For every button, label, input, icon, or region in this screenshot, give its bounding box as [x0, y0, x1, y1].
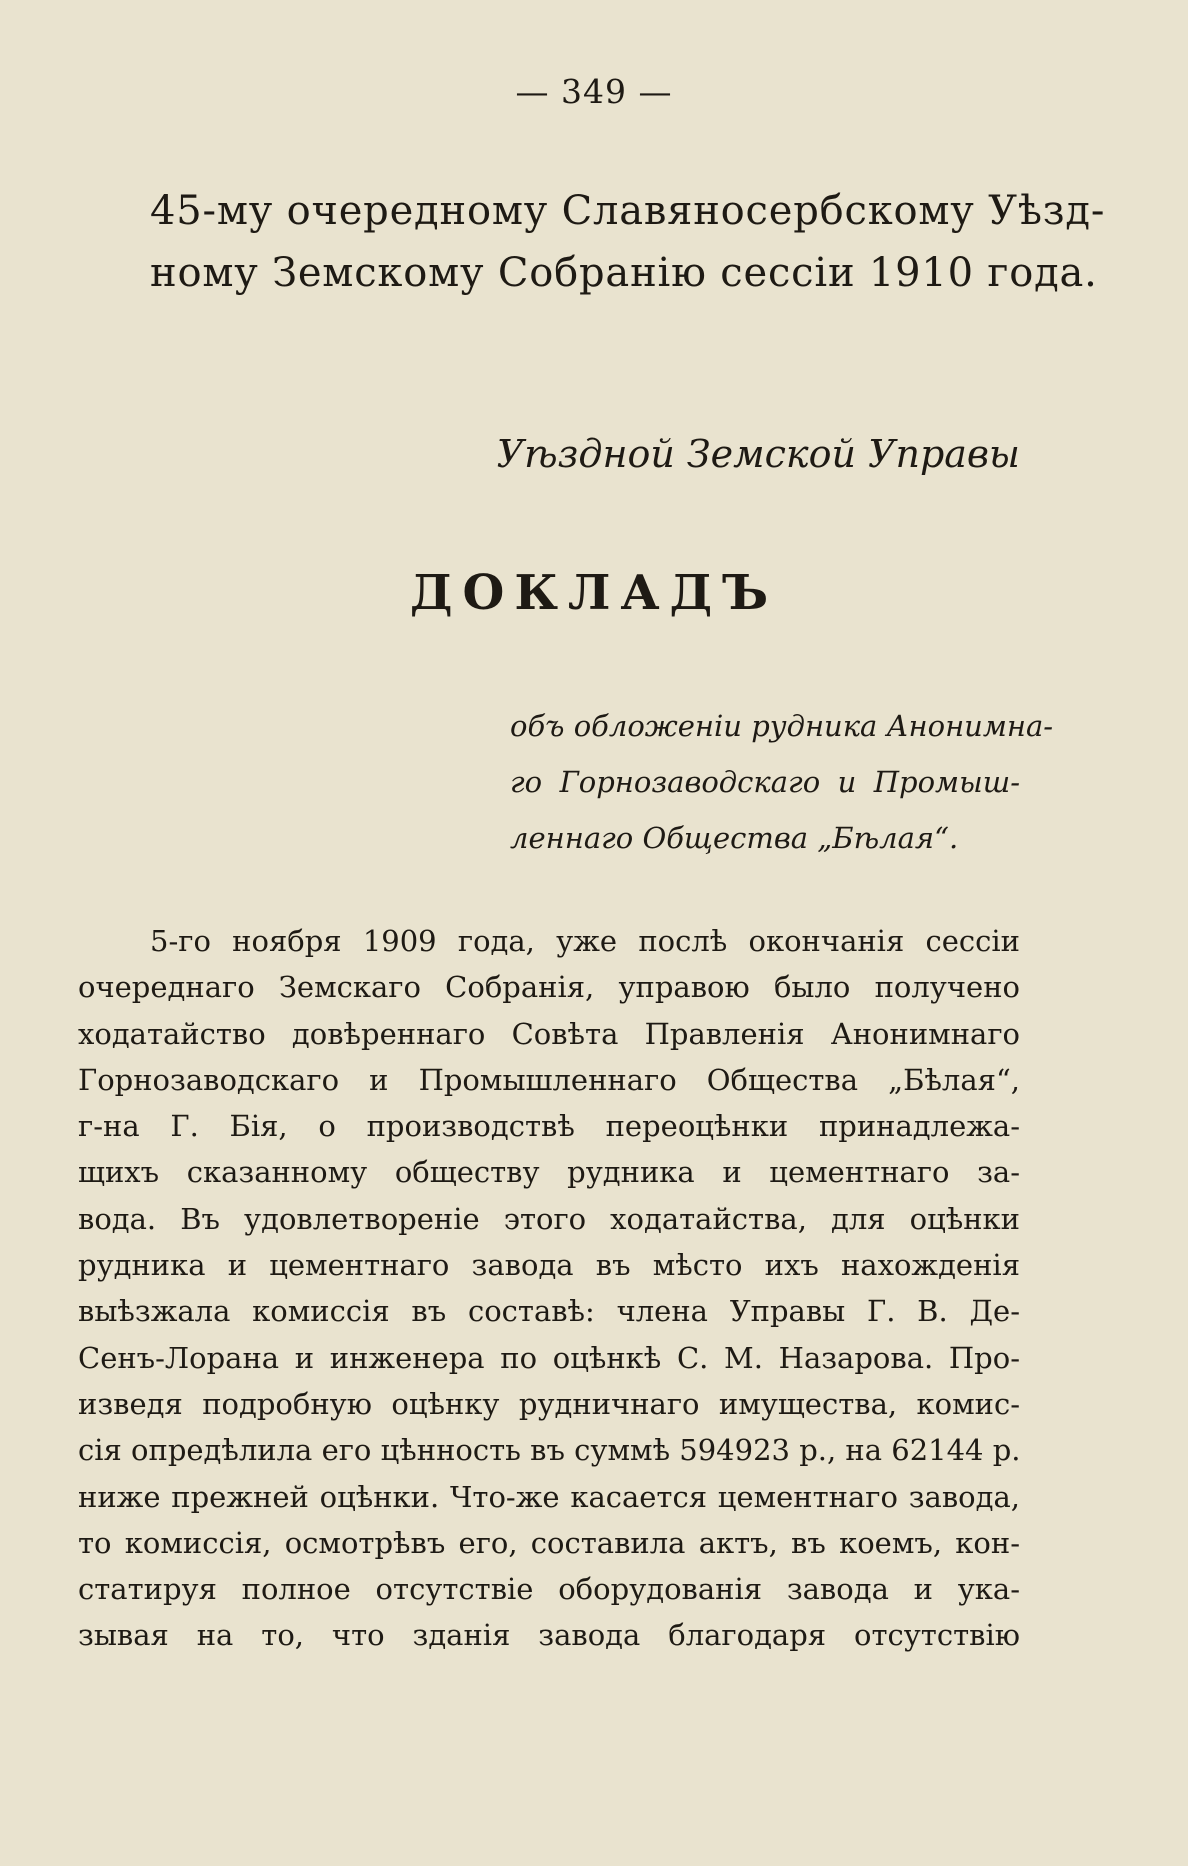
body-line: Сенъ-Лорана и инженера по оцѣнкѣ С. М. Назарова. Про-: [78, 1340, 1020, 1375]
body-line: изведя подробную оцѣнку рудничнаго имущества, комис-: [78, 1386, 1020, 1421]
body-line: Горнозаводскаго и Промышленнаго Общества „Бѣлая“,: [78, 1062, 1020, 1097]
body-line: г-на Г. Бія, о производствѣ переоцѣнки принадлежа-: [78, 1109, 1020, 1144]
body-line: очереднаго Земскаго Собранія, управою было получено: [78, 970, 1020, 1005]
subject-block: [510, 698, 1054, 866]
subject-line: объ обложеніи рудника Анонимна-: [510, 709, 1054, 743]
body-line: статируя полное отсутствіе оборудованія завода и ука-: [78, 1572, 1020, 1607]
document-title: ДОКЛАДЪ: [409, 565, 779, 621]
body-line: 5-го ноября 1909 года, уже послѣ окончанія сессіи: [150, 924, 1020, 958]
heading-line: 45-му очередному Славяносербскому Уѣзд-: [150, 188, 1106, 234]
document-heading: [150, 180, 1106, 304]
subject-line: го Горнозаводскаго и Промыш-: [510, 765, 1020, 799]
body-line: рудника и цементнаго завода въ мѣсто ихъ нахожденія: [78, 1248, 1020, 1283]
body-line: сія опредѣлила его цѣнность въ суммѣ 594923 р., на 62144 р.: [78, 1433, 1021, 1468]
subject-line: леннаго Общества „Бѣлая“.: [510, 821, 959, 855]
page-number: — 349 —: [515, 72, 673, 111]
body-line: зывая на то, что зданія завода благодаря отсутствію: [78, 1618, 1020, 1653]
issuer-line: Уѣздной Земской Управы: [496, 432, 1020, 476]
body-line: ниже прежней оцѣнки. Что-же касается цементнаго завода,: [78, 1479, 1020, 1514]
body-line: то комиссія, осмотрѣвъ его, составила актъ, въ коемъ, кон-: [78, 1525, 1020, 1560]
heading-line: ному Земскому Собранію сессіи 1910 года.: [150, 250, 1098, 296]
body-line: щихъ сказанному обществу рудника и цементнаго за-: [78, 1155, 1020, 1190]
body-paragraph: [78, 918, 1020, 1659]
body-line: выѣзжала комиссія въ составѣ: члена Управы Г. В. Де-: [78, 1294, 1020, 1329]
body-line: вода. Въ удовлетвореніе этого ходатайства, для оцѣнки: [78, 1201, 1020, 1236]
body-line: ходатайство довѣреннаго Совѣта Правленія Анонимнаго: [78, 1016, 1020, 1051]
